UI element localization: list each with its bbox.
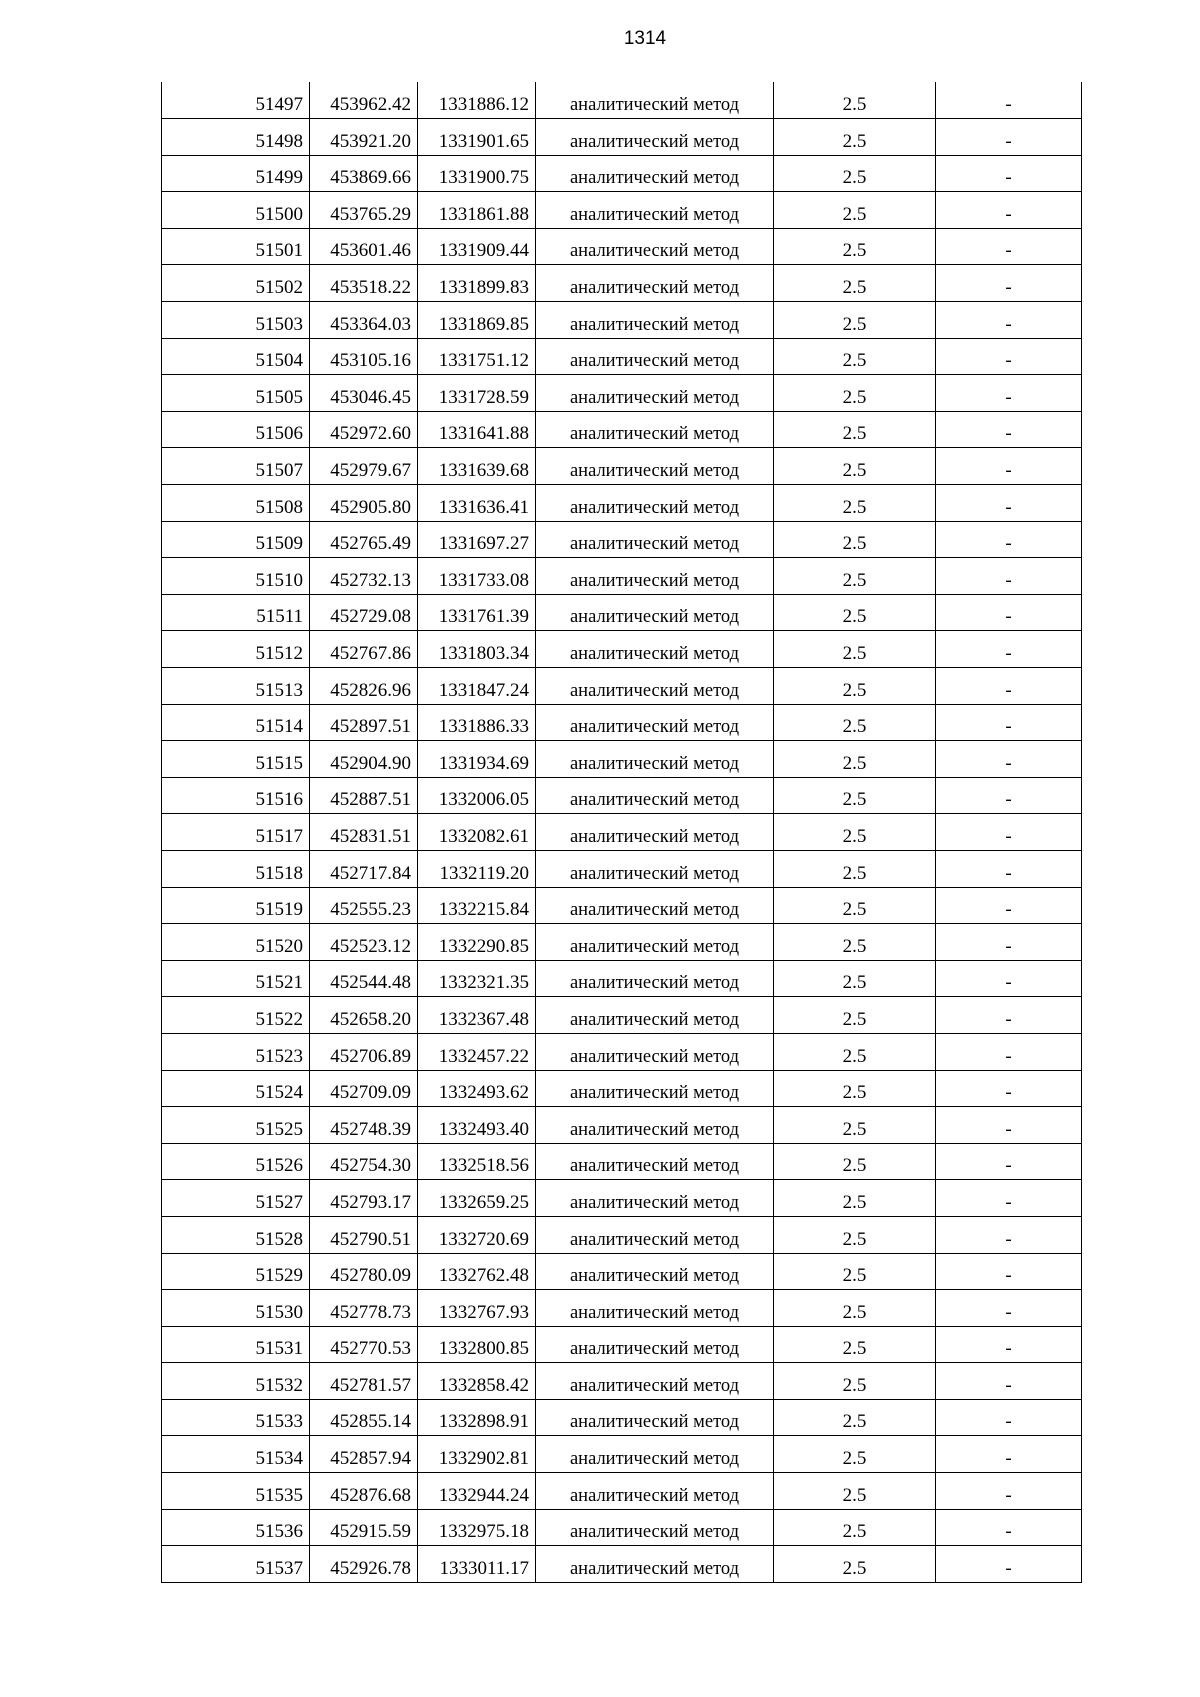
- method-cell: аналитический метод: [536, 411, 774, 448]
- y-coordinate-cell: 1332006.05: [418, 777, 536, 814]
- note-cell: -: [936, 82, 1082, 119]
- note-cell: -: [936, 521, 1082, 558]
- table-row: [162, 1399, 1082, 1436]
- precision-cell: 2.5: [774, 1363, 936, 1400]
- table-row: [162, 119, 1082, 156]
- method-cell: аналитический метод: [536, 1326, 774, 1363]
- y-coordinate-cell: 1332898.91: [418, 1399, 536, 1436]
- table-row: [162, 375, 1082, 412]
- table-row: [162, 850, 1082, 887]
- note-cell: -: [936, 558, 1082, 595]
- method-cell: аналитический метод: [536, 1216, 774, 1253]
- precision-cell: 2.5: [774, 485, 936, 522]
- point-number-cell: 51498: [162, 119, 310, 156]
- method-cell: аналитический метод: [536, 1399, 774, 1436]
- precision-cell: 2.5: [774, 850, 936, 887]
- method-cell: аналитический метод: [536, 1107, 774, 1144]
- note-cell: -: [936, 1363, 1082, 1400]
- x-coordinate-cell: 452523.12: [310, 924, 418, 961]
- y-coordinate-cell: 1332902.81: [418, 1436, 536, 1473]
- point-number-cell: 51497: [162, 82, 310, 119]
- table-row: [162, 887, 1082, 924]
- y-coordinate-cell: 1331751.12: [418, 338, 536, 375]
- point-number-cell: 51512: [162, 631, 310, 668]
- note-cell: -: [936, 741, 1082, 778]
- precision-cell: 2.5: [774, 411, 936, 448]
- point-number-cell: 51534: [162, 1436, 310, 1473]
- x-coordinate-cell: 452717.84: [310, 850, 418, 887]
- method-cell: аналитический метод: [536, 631, 774, 668]
- point-number-cell: 51530: [162, 1290, 310, 1327]
- point-number-cell: 51533: [162, 1399, 310, 1436]
- x-coordinate-cell: 452767.86: [310, 631, 418, 668]
- table-row: [162, 1143, 1082, 1180]
- note-cell: -: [936, 1253, 1082, 1290]
- y-coordinate-cell: 1331899.83: [418, 265, 536, 302]
- note-cell: -: [936, 1546, 1082, 1583]
- y-coordinate-cell: 1331900.75: [418, 155, 536, 192]
- precision-cell: 2.5: [774, 558, 936, 595]
- coordinates-table-body: [162, 82, 1082, 1582]
- method-cell: аналитический метод: [536, 777, 774, 814]
- table-row: [162, 1180, 1082, 1217]
- x-coordinate-cell: 453601.46: [310, 228, 418, 265]
- y-coordinate-cell: 1331639.68: [418, 448, 536, 485]
- point-number-cell: 51509: [162, 521, 310, 558]
- precision-cell: 2.5: [774, 1509, 936, 1546]
- point-number-cell: 51514: [162, 704, 310, 741]
- note-cell: -: [936, 1143, 1082, 1180]
- y-coordinate-cell: 1331641.88: [418, 411, 536, 448]
- point-number-cell: 51517: [162, 814, 310, 851]
- x-coordinate-cell: 452748.39: [310, 1107, 418, 1144]
- point-number-cell: 51503: [162, 302, 310, 339]
- y-coordinate-cell: 1331803.34: [418, 631, 536, 668]
- table-row: [162, 1033, 1082, 1070]
- point-number-cell: 51529: [162, 1253, 310, 1290]
- x-coordinate-cell: 452855.14: [310, 1399, 418, 1436]
- note-cell: -: [936, 119, 1082, 156]
- x-coordinate-cell: 452729.08: [310, 594, 418, 631]
- y-coordinate-cell: 1332858.42: [418, 1363, 536, 1400]
- y-coordinate-cell: 1331869.85: [418, 302, 536, 339]
- method-cell: аналитический метод: [536, 1546, 774, 1583]
- table-row: [162, 411, 1082, 448]
- note-cell: -: [936, 1436, 1082, 1473]
- method-cell: аналитический метод: [536, 1509, 774, 1546]
- method-cell: аналитический метод: [536, 1180, 774, 1217]
- x-coordinate-cell: 452709.09: [310, 1070, 418, 1107]
- point-number-cell: 51510: [162, 558, 310, 595]
- method-cell: аналитический метод: [536, 960, 774, 997]
- precision-cell: 2.5: [774, 814, 936, 851]
- method-cell: аналитический метод: [536, 814, 774, 851]
- precision-cell: 2.5: [774, 924, 936, 961]
- method-cell: аналитический метод: [536, 485, 774, 522]
- table-row: [162, 777, 1082, 814]
- table-row: [162, 155, 1082, 192]
- y-coordinate-cell: 1332119.20: [418, 850, 536, 887]
- method-cell: аналитический метод: [536, 558, 774, 595]
- table-row: [162, 1290, 1082, 1327]
- y-coordinate-cell: 1331697.27: [418, 521, 536, 558]
- point-number-cell: 51511: [162, 594, 310, 631]
- precision-cell: 2.5: [774, 521, 936, 558]
- precision-cell: 2.5: [774, 741, 936, 778]
- note-cell: -: [936, 594, 1082, 631]
- method-cell: аналитический метод: [536, 338, 774, 375]
- x-coordinate-cell: 452706.89: [310, 1033, 418, 1070]
- note-cell: -: [936, 1399, 1082, 1436]
- note-cell: -: [936, 411, 1082, 448]
- method-cell: аналитический метод: [536, 887, 774, 924]
- x-coordinate-cell: 452770.53: [310, 1326, 418, 1363]
- y-coordinate-cell: 1332975.18: [418, 1509, 536, 1546]
- point-number-cell: 51518: [162, 850, 310, 887]
- point-number-cell: 51507: [162, 448, 310, 485]
- method-cell: аналитический метод: [536, 265, 774, 302]
- x-coordinate-cell: 452793.17: [310, 1180, 418, 1217]
- y-coordinate-cell: 1331636.41: [418, 485, 536, 522]
- x-coordinate-cell: 453962.42: [310, 82, 418, 119]
- precision-cell: 2.5: [774, 228, 936, 265]
- y-coordinate-cell: 1331761.39: [418, 594, 536, 631]
- note-cell: -: [936, 192, 1082, 229]
- note-cell: -: [936, 228, 1082, 265]
- precision-cell: 2.5: [774, 887, 936, 924]
- table-row: [162, 192, 1082, 229]
- method-cell: аналитический метод: [536, 375, 774, 412]
- point-number-cell: 51516: [162, 777, 310, 814]
- x-coordinate-cell: 453921.20: [310, 119, 418, 156]
- precision-cell: 2.5: [774, 1216, 936, 1253]
- note-cell: -: [936, 1070, 1082, 1107]
- y-coordinate-cell: 1332493.62: [418, 1070, 536, 1107]
- x-coordinate-cell: 452544.48: [310, 960, 418, 997]
- precision-cell: 2.5: [774, 192, 936, 229]
- table-row: [162, 338, 1082, 375]
- point-number-cell: 51523: [162, 1033, 310, 1070]
- note-cell: -: [936, 448, 1082, 485]
- x-coordinate-cell: 452979.67: [310, 448, 418, 485]
- table-row: [162, 668, 1082, 705]
- note-cell: -: [936, 887, 1082, 924]
- note-cell: -: [936, 631, 1082, 668]
- point-number-cell: 51515: [162, 741, 310, 778]
- y-coordinate-cell: 1331733.08: [418, 558, 536, 595]
- y-coordinate-cell: 1332457.22: [418, 1033, 536, 1070]
- note-cell: -: [936, 960, 1082, 997]
- y-coordinate-cell: 1331886.33: [418, 704, 536, 741]
- precision-cell: 2.5: [774, 1399, 936, 1436]
- table-row: [162, 924, 1082, 961]
- y-coordinate-cell: 1332321.35: [418, 960, 536, 997]
- precision-cell: 2.5: [774, 1473, 936, 1510]
- precision-cell: 2.5: [774, 375, 936, 412]
- y-coordinate-cell: 1331901.65: [418, 119, 536, 156]
- y-coordinate-cell: 1332518.56: [418, 1143, 536, 1180]
- point-number-cell: 51528: [162, 1216, 310, 1253]
- method-cell: аналитический метод: [536, 119, 774, 156]
- x-coordinate-cell: 453046.45: [310, 375, 418, 412]
- y-coordinate-cell: 1332290.85: [418, 924, 536, 961]
- point-number-cell: 51525: [162, 1107, 310, 1144]
- method-cell: аналитический метод: [536, 1436, 774, 1473]
- table-row: [162, 1326, 1082, 1363]
- note-cell: -: [936, 485, 1082, 522]
- method-cell: аналитический метод: [536, 155, 774, 192]
- table-row: [162, 521, 1082, 558]
- table-row: [162, 82, 1082, 119]
- precision-cell: 2.5: [774, 1180, 936, 1217]
- x-coordinate-cell: 452831.51: [310, 814, 418, 851]
- y-coordinate-cell: 1333011.17: [418, 1546, 536, 1583]
- precision-cell: 2.5: [774, 302, 936, 339]
- point-number-cell: 51526: [162, 1143, 310, 1180]
- table-row: [162, 704, 1082, 741]
- precision-cell: 2.5: [774, 1326, 936, 1363]
- precision-cell: 2.5: [774, 777, 936, 814]
- note-cell: -: [936, 1326, 1082, 1363]
- y-coordinate-cell: 1332659.25: [418, 1180, 536, 1217]
- point-number-cell: 51506: [162, 411, 310, 448]
- x-coordinate-cell: 452972.60: [310, 411, 418, 448]
- point-number-cell: 51519: [162, 887, 310, 924]
- method-cell: аналитический метод: [536, 82, 774, 119]
- method-cell: аналитический метод: [536, 1290, 774, 1327]
- note-cell: -: [936, 704, 1082, 741]
- x-coordinate-cell: 453869.66: [310, 155, 418, 192]
- method-cell: аналитический метод: [536, 850, 774, 887]
- x-coordinate-cell: 452555.23: [310, 887, 418, 924]
- point-number-cell: 51502: [162, 265, 310, 302]
- table-row: [162, 960, 1082, 997]
- precision-cell: 2.5: [774, 1436, 936, 1473]
- table-row: [162, 1363, 1082, 1400]
- note-cell: -: [936, 1216, 1082, 1253]
- table-row: [162, 814, 1082, 851]
- table-row: [162, 1070, 1082, 1107]
- method-cell: аналитический метод: [536, 521, 774, 558]
- precision-cell: 2.5: [774, 1143, 936, 1180]
- y-coordinate-cell: 1332944.24: [418, 1473, 536, 1510]
- point-number-cell: 51527: [162, 1180, 310, 1217]
- note-cell: -: [936, 777, 1082, 814]
- x-coordinate-cell: 452915.59: [310, 1509, 418, 1546]
- x-coordinate-cell: 452732.13: [310, 558, 418, 595]
- table-row: [162, 558, 1082, 595]
- table-row: [162, 265, 1082, 302]
- point-number-cell: 51505: [162, 375, 310, 412]
- method-cell: аналитический метод: [536, 1070, 774, 1107]
- note-cell: -: [936, 668, 1082, 705]
- y-coordinate-cell: 1332082.61: [418, 814, 536, 851]
- method-cell: аналитический метод: [536, 668, 774, 705]
- method-cell: аналитический метод: [536, 741, 774, 778]
- y-coordinate-cell: 1332493.40: [418, 1107, 536, 1144]
- note-cell: -: [936, 924, 1082, 961]
- point-number-cell: 51499: [162, 155, 310, 192]
- point-number-cell: 51532: [162, 1363, 310, 1400]
- table-row: [162, 631, 1082, 668]
- point-number-cell: 51520: [162, 924, 310, 961]
- x-coordinate-cell: 452926.78: [310, 1546, 418, 1583]
- note-cell: -: [936, 1509, 1082, 1546]
- coordinates-table: [161, 82, 1082, 1583]
- table-row: [162, 741, 1082, 778]
- point-number-cell: 51524: [162, 1070, 310, 1107]
- y-coordinate-cell: 1332800.85: [418, 1326, 536, 1363]
- note-cell: -: [936, 814, 1082, 851]
- precision-cell: 2.5: [774, 1290, 936, 1327]
- precision-cell: 2.5: [774, 631, 936, 668]
- x-coordinate-cell: 453765.29: [310, 192, 418, 229]
- point-number-cell: 51535: [162, 1473, 310, 1510]
- precision-cell: 2.5: [774, 82, 936, 119]
- point-number-cell: 51513: [162, 668, 310, 705]
- table-row: [162, 302, 1082, 339]
- table-row: [162, 1546, 1082, 1583]
- note-cell: -: [936, 1180, 1082, 1217]
- y-coordinate-cell: 1331847.24: [418, 668, 536, 705]
- precision-cell: 2.5: [774, 448, 936, 485]
- precision-cell: 2.5: [774, 1070, 936, 1107]
- x-coordinate-cell: 453364.03: [310, 302, 418, 339]
- point-number-cell: 51501: [162, 228, 310, 265]
- y-coordinate-cell: 1332720.69: [418, 1216, 536, 1253]
- table-row: [162, 1107, 1082, 1144]
- x-coordinate-cell: 452826.96: [310, 668, 418, 705]
- point-number-cell: 51537: [162, 1546, 310, 1583]
- y-coordinate-cell: 1331886.12: [418, 82, 536, 119]
- table-row: [162, 1473, 1082, 1510]
- x-coordinate-cell: 452778.73: [310, 1290, 418, 1327]
- point-number-cell: 51531: [162, 1326, 310, 1363]
- y-coordinate-cell: 1331728.59: [418, 375, 536, 412]
- table-row: [162, 594, 1082, 631]
- note-cell: -: [936, 1107, 1082, 1144]
- note-cell: -: [936, 155, 1082, 192]
- precision-cell: 2.5: [774, 1107, 936, 1144]
- y-coordinate-cell: 1332762.48: [418, 1253, 536, 1290]
- point-number-cell: 51508: [162, 485, 310, 522]
- y-coordinate-cell: 1331934.69: [418, 741, 536, 778]
- precision-cell: 2.5: [774, 1546, 936, 1583]
- table-row: [162, 448, 1082, 485]
- method-cell: аналитический метод: [536, 302, 774, 339]
- point-number-cell: 51500: [162, 192, 310, 229]
- precision-cell: 2.5: [774, 1033, 936, 1070]
- method-cell: аналитический метод: [536, 448, 774, 485]
- note-cell: -: [936, 1033, 1082, 1070]
- note-cell: -: [936, 375, 1082, 412]
- y-coordinate-cell: 1332215.84: [418, 887, 536, 924]
- precision-cell: 2.5: [774, 960, 936, 997]
- table-row: [162, 1436, 1082, 1473]
- x-coordinate-cell: 452904.90: [310, 741, 418, 778]
- x-coordinate-cell: 452876.68: [310, 1473, 418, 1510]
- y-coordinate-cell: 1331909.44: [418, 228, 536, 265]
- point-number-cell: 51536: [162, 1509, 310, 1546]
- note-cell: -: [936, 302, 1082, 339]
- x-coordinate-cell: 453105.16: [310, 338, 418, 375]
- method-cell: аналитический метод: [536, 1143, 774, 1180]
- precision-cell: 2.5: [774, 1253, 936, 1290]
- y-coordinate-cell: 1332367.48: [418, 997, 536, 1034]
- table-row: [162, 485, 1082, 522]
- method-cell: аналитический метод: [536, 997, 774, 1034]
- precision-cell: 2.5: [774, 668, 936, 705]
- x-coordinate-cell: 452905.80: [310, 485, 418, 522]
- method-cell: аналитический метод: [536, 594, 774, 631]
- y-coordinate-cell: 1331861.88: [418, 192, 536, 229]
- x-coordinate-cell: 452887.51: [310, 777, 418, 814]
- table-row: [162, 997, 1082, 1034]
- note-cell: -: [936, 338, 1082, 375]
- x-coordinate-cell: 452780.09: [310, 1253, 418, 1290]
- table-row: [162, 1253, 1082, 1290]
- precision-cell: 2.5: [774, 997, 936, 1034]
- note-cell: -: [936, 1290, 1082, 1327]
- method-cell: аналитический метод: [536, 1253, 774, 1290]
- x-coordinate-cell: 452658.20: [310, 997, 418, 1034]
- table-row: [162, 1216, 1082, 1253]
- precision-cell: 2.5: [774, 594, 936, 631]
- point-number-cell: 51521: [162, 960, 310, 997]
- x-coordinate-cell: 452781.57: [310, 1363, 418, 1400]
- method-cell: аналитический метод: [536, 1473, 774, 1510]
- y-coordinate-cell: 1332767.93: [418, 1290, 536, 1327]
- x-coordinate-cell: 452857.94: [310, 1436, 418, 1473]
- precision-cell: 2.5: [774, 704, 936, 741]
- method-cell: аналитический метод: [536, 1033, 774, 1070]
- page-number: 1314: [623, 28, 667, 49]
- method-cell: аналитический метод: [536, 192, 774, 229]
- table-row: [162, 228, 1082, 265]
- point-number-cell: 51522: [162, 997, 310, 1034]
- method-cell: аналитический метод: [536, 1363, 774, 1400]
- table-row: [162, 1509, 1082, 1546]
- precision-cell: 2.5: [774, 265, 936, 302]
- method-cell: аналитический метод: [536, 924, 774, 961]
- x-coordinate-cell: 452765.49: [310, 521, 418, 558]
- note-cell: -: [936, 850, 1082, 887]
- precision-cell: 2.5: [774, 119, 936, 156]
- x-coordinate-cell: 452754.30: [310, 1143, 418, 1180]
- note-cell: -: [936, 997, 1082, 1034]
- x-coordinate-cell: 452790.51: [310, 1216, 418, 1253]
- point-number-cell: 51504: [162, 338, 310, 375]
- method-cell: аналитический метод: [536, 704, 774, 741]
- note-cell: -: [936, 1473, 1082, 1510]
- x-coordinate-cell: 452897.51: [310, 704, 418, 741]
- precision-cell: 2.5: [774, 338, 936, 375]
- method-cell: аналитический метод: [536, 228, 774, 265]
- x-coordinate-cell: 453518.22: [310, 265, 418, 302]
- precision-cell: 2.5: [774, 155, 936, 192]
- note-cell: -: [936, 265, 1082, 302]
